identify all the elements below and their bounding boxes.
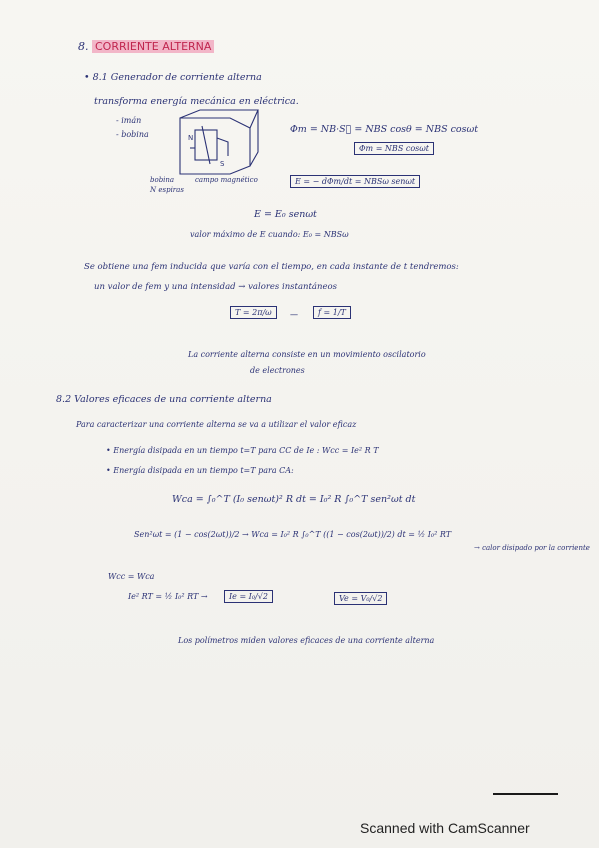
e-equation: E = E₀ senωt [254,209,317,220]
ie-derivation: Ie² RT = ½ I₀² RT → [128,592,208,601]
diagram-bobina-label: bobina [150,176,175,184]
period-box: T = 2π/ω [230,306,277,319]
section-8-2-title: 8.2 Valores eficaces de una corriente alterna [56,394,272,405]
scanner-watermark: Scanned with CamScanner [360,820,530,836]
bullet-bobina: - bobina [116,130,149,139]
bullet-iman: - imán [116,116,142,125]
footer-divider [493,793,558,795]
heading [78,40,214,53]
arrow-connector: — [290,310,298,319]
s81-line1: transforma energía mecánica en eléctrica. [94,96,299,107]
max-value-line: valor máximo de E cuando: E₀ = NBSω [190,230,349,239]
closing-line: Los polímetros miden valores eficaces de una corriente alterna [178,636,435,645]
ie-boxed-equation: Ie = I₀/√2 [224,590,273,603]
s82-bullet2: • Energía disipada en un tiempo t=T para CA: [106,466,294,475]
s82-intro: Para caracterizar una corriente alterna se va a utilizar el valor eficaz [76,420,357,429]
frequency-box: f = 1/T [313,306,351,319]
phi-boxed-equation: Φm = NBS cosωt [354,142,434,155]
diagram-campo-label: campo magnético [195,176,258,184]
paragraph1-line2: un valor de fem y una intensidad → valores instantáneos [94,282,337,292]
wca-integral-equation: Wca = ∫₀^T (I₀ senωt)² R dt = I₀² R ∫₀^T sen²ωt dt [172,494,416,505]
ve-boxed-equation: Ve = V₀/√2 [334,592,387,605]
heading-number: 8. [78,40,89,53]
heading-title: CORRIENTE ALTERNA [92,40,214,53]
heat-note: → calor disipado por la corriente [474,544,590,552]
paragraph1-line3: La corriente alterna consiste en un movimiento oscilatorio [188,350,426,359]
section-8-1-title: • 8.1 Generador de corriente alterna [84,72,262,83]
phi-equation: Φm = NB·S⃗ = NBS cosθ = NBS cosωt [290,124,479,135]
paragraph1-line1: Se obtiene una fem inducida que varía con el tiempo, en cada instante de t tendremos: [84,262,459,272]
emf-boxed-equation: E = − dΦm/dt = NBSω senωt [290,175,420,188]
s82-bullet1: • Energía disipada en un tiempo t=T para CC de Ie : Wcc = Ie² R T [106,446,379,455]
paragraph1-line4: de electrones [250,366,305,375]
sen-squared-equation: Sen²ωt = (1 − cos(2ωt))/2 → Wca = I₀² R ∫₀^T ((1 − cos(2ωt))/2) dt = ½ I₀² RT [134,530,452,539]
diagram-n-label: N [188,134,194,142]
diagram-s-label: S [220,160,225,168]
wcc-equals-wca: Wcc = Wca [108,572,155,581]
diagram-n-espiras-label: N espiras [150,186,184,194]
